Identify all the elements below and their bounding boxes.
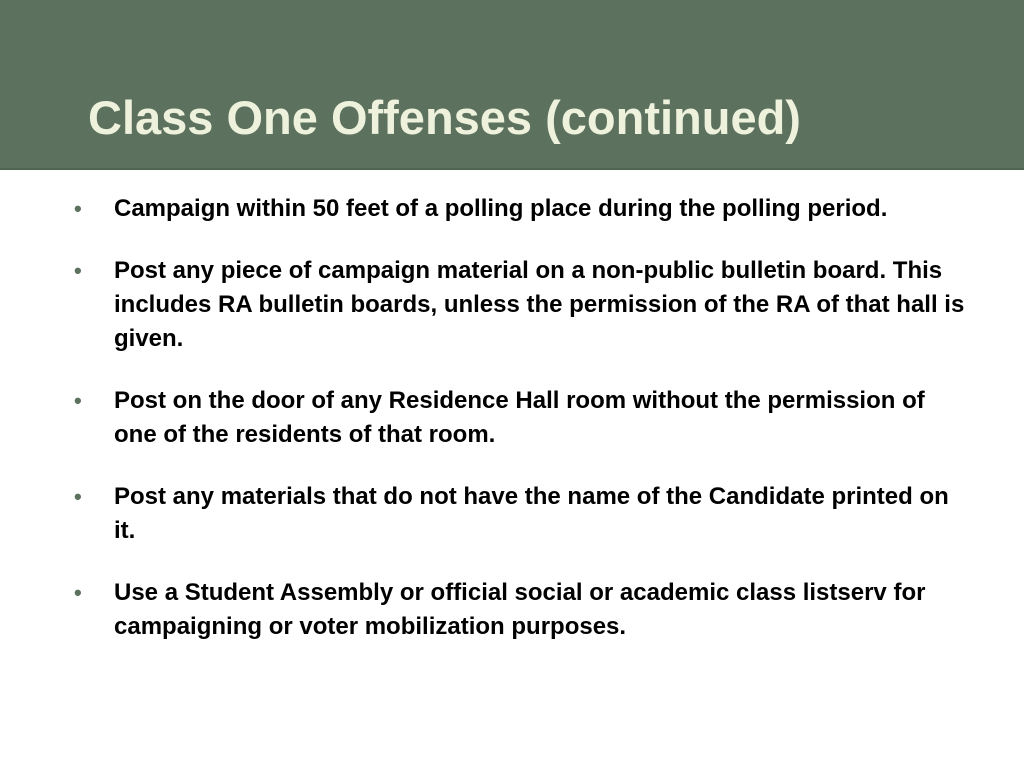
bullet-item [72,480,972,548]
bullet-dot-icon: • [74,388,82,413]
bullet-text: Post any piece of campaign material on a non-public bulletin board. This includes RA bulletin boards, unless the permission of the RA of that hall is given. [114,257,965,352]
bullet-list [72,192,972,672]
bullet-item [72,254,972,356]
bullet-text: Use a Student Assembly or official social or academic class listserv for campaigning or voter mobilization purposes. [114,579,926,640]
bullet-dot-icon: • [74,484,82,509]
bullet-dot-icon: • [74,580,82,605]
bullet-text: Campaign within 50 feet of a polling place during the polling period. [114,195,888,222]
bullet-item [72,192,972,226]
bullet-item [72,576,972,644]
bullet-text: Post on the door of any Residence Hall room without the permission of one of the residents of that room. [114,387,925,448]
bullet-text: Post any materials that do not have the name of the Candidate printed on it. [114,483,949,544]
slide-title: Class One Offenses (continued) [88,91,801,144]
bullet-dot-icon: • [74,196,82,221]
title-bar [0,0,1024,170]
bullet-item [72,384,972,452]
bullet-dot-icon: • [74,258,82,283]
